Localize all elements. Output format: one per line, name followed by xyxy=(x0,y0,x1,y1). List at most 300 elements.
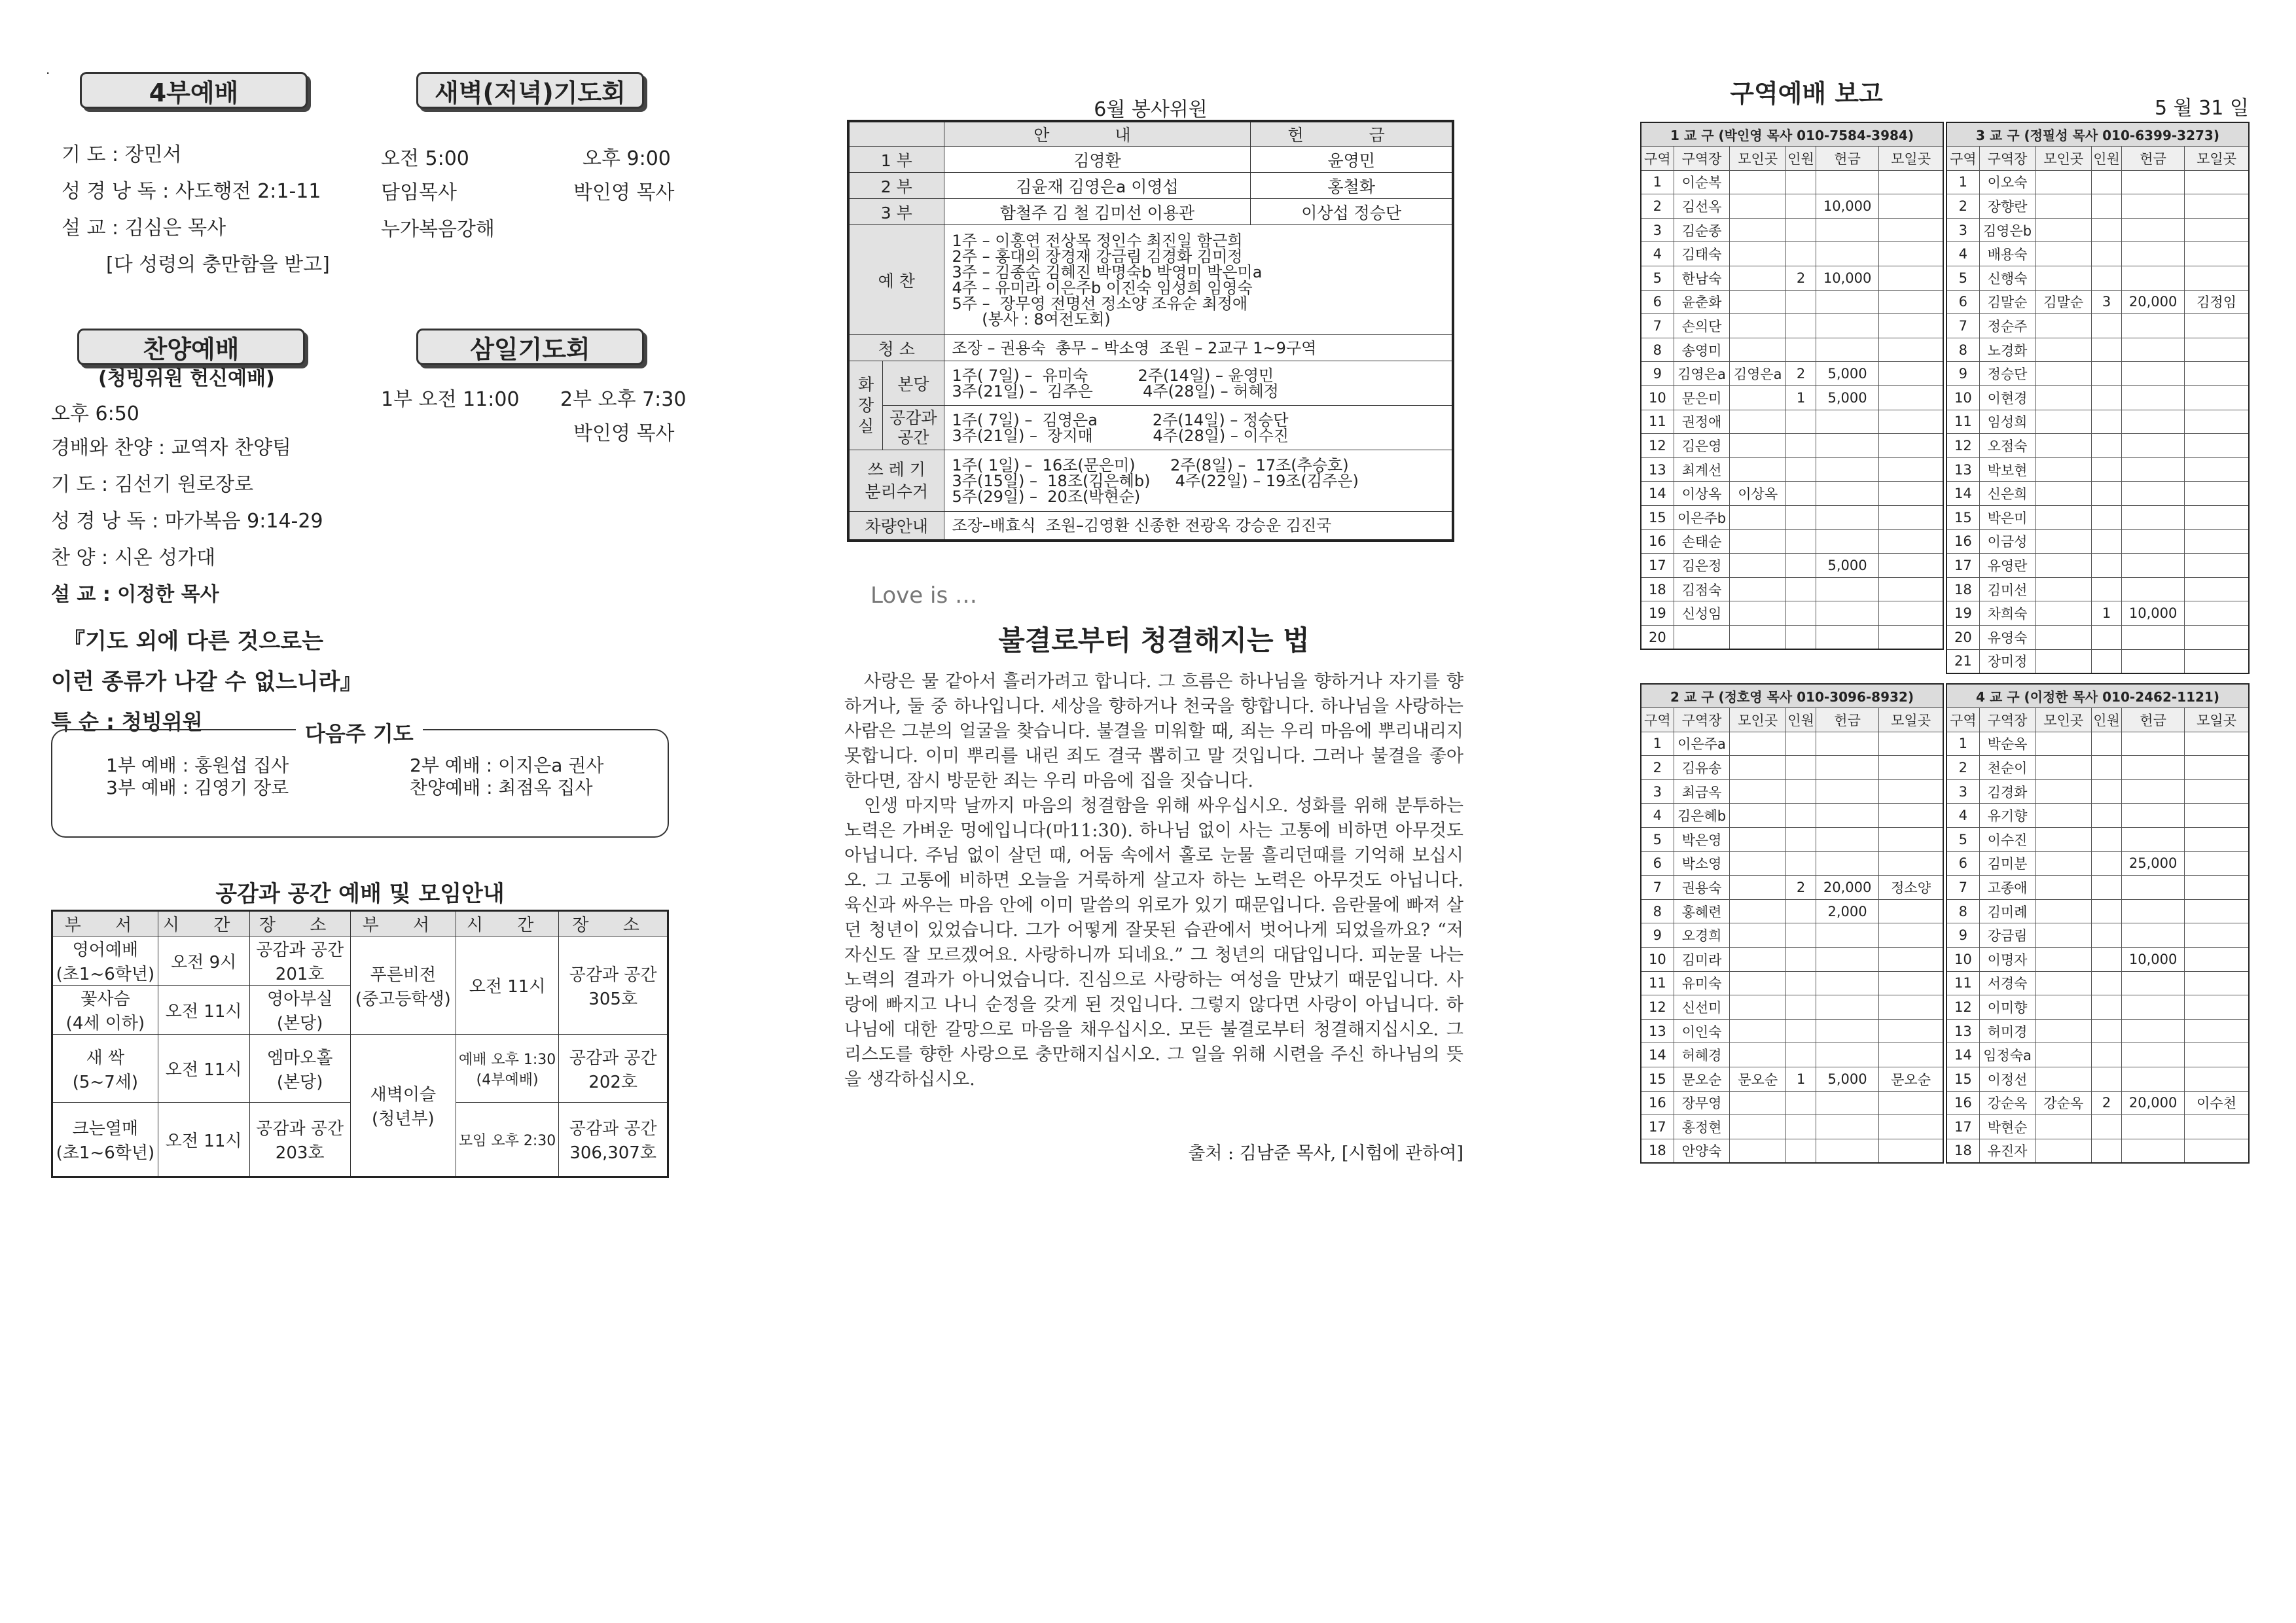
place-cell: 공감과 공간 201호 xyxy=(249,936,350,986)
place-cell: 공감과 공간 202호 xyxy=(559,1035,668,1103)
table-row xyxy=(1946,1115,2249,1139)
table-cell: 김은정 xyxy=(1674,554,1730,578)
table-cell: 1 xyxy=(1641,732,1674,756)
table-cell xyxy=(1730,338,1786,362)
table-row xyxy=(1641,362,1943,386)
district-4-block xyxy=(1946,683,2250,1164)
table-cell: 허혜경 xyxy=(1674,1043,1730,1067)
table-cell xyxy=(2122,1043,2185,1067)
table-cell: 이정선 xyxy=(1979,1067,2036,1092)
table-cell xyxy=(2185,242,2249,266)
table-cell xyxy=(1816,506,1879,530)
table-row xyxy=(1946,876,2249,900)
table-row xyxy=(1946,506,2249,530)
col-header: 인원 xyxy=(2092,147,2122,171)
table-cell: 7 xyxy=(1946,876,1979,900)
table-cell xyxy=(1786,779,1816,804)
table-cell xyxy=(2185,899,2249,923)
table-cell xyxy=(1730,457,1786,482)
table-cell xyxy=(1879,554,1943,578)
col-header: 모인곳 xyxy=(2036,708,2092,732)
table-cell xyxy=(1786,756,1816,780)
table-cell xyxy=(2122,732,2185,756)
district-table xyxy=(1946,683,2250,1164)
table-cell: 임정숙a xyxy=(1979,1043,2036,1067)
district-table xyxy=(1640,122,1944,650)
table-cell: 홍정현 xyxy=(1674,1115,1730,1139)
table-cell: 15 xyxy=(1946,506,1979,530)
table-cell: 12 xyxy=(1641,434,1674,458)
table-cell xyxy=(1879,923,1943,948)
table-cell: 1 xyxy=(2092,601,2122,626)
table-cell xyxy=(2092,362,2122,386)
table-cell xyxy=(2092,923,2122,948)
table-cell xyxy=(2122,170,2185,194)
table-cell: 장무영 xyxy=(1674,1091,1730,1115)
volunteers-table xyxy=(847,120,1454,542)
row-value: 교역자 찬양팀 xyxy=(171,437,292,459)
table-cell xyxy=(1816,410,1879,434)
article-paragraph: 사랑은 물 같아서 흘러가려고 합니다. 그 흐름은 하나님을 향하거나 자기를 향하거나, 둘 중 하나입니다. 세상을 향하거나 천국을 향합니다. 하나님을 사랑하는 사람은 그분의 얼굴을 찾습니다. 불결을 미워할 때, 죄는 우리 마음에 뿌리내리지 못합니다. 이미 뿌리를 내린 죄도 결국 뽑히고 말 것입니다. 그러나 불결을 좋아한다면, 잠시 방문한 죄는 우리 마음에 집을 짓습니다. xyxy=(844,671,1463,791)
table-cell xyxy=(2185,386,2249,410)
table-cell: 임성희 xyxy=(1979,410,2036,434)
table-cell: 25,000 xyxy=(2122,851,2185,876)
table-cell xyxy=(2092,732,2122,756)
table-cell xyxy=(2185,804,2249,828)
table-cell xyxy=(1879,601,1943,626)
table-cell xyxy=(2185,876,2249,900)
table-cell xyxy=(2092,971,2122,995)
table-cell: 9 xyxy=(1641,362,1674,386)
row-label: 설 교 xyxy=(62,217,106,240)
table-cell xyxy=(1816,218,1879,242)
table-cell xyxy=(1879,362,1943,386)
praise-row-worship: 경배와 찬양 : 교역자 찬양팀 xyxy=(51,437,292,459)
service-row xyxy=(848,199,1453,225)
table-cell xyxy=(1879,971,1943,995)
table-cell xyxy=(1816,601,1879,626)
table-cell: 10 xyxy=(1641,386,1674,410)
table-cell: 4 xyxy=(1946,242,1979,266)
table-row xyxy=(1641,899,1943,923)
table-cell xyxy=(1816,732,1879,756)
time-cell: 오전 11시 xyxy=(158,1103,249,1177)
col-header: 헌금 xyxy=(1816,708,1879,732)
table-cell xyxy=(1730,218,1786,242)
schedule-title: 공감과 공간 예배 및 모임안내 xyxy=(215,881,505,907)
flower-main-label: 본당 xyxy=(883,361,944,406)
table-cell xyxy=(2185,1043,2249,1067)
col-header-offering: 헌 금 xyxy=(1251,121,1453,147)
row-value: 사도행전 2:1-11 xyxy=(175,180,321,203)
table-cell: 김영은a xyxy=(1730,362,1786,386)
table-cell: 5,000 xyxy=(1816,1067,1879,1092)
parking-row xyxy=(848,512,1453,541)
praise-row-sermon: 설 교 : 이정한 목사 xyxy=(51,583,219,606)
table-cell: 9 xyxy=(1641,923,1674,948)
table-cell: 17 xyxy=(1641,554,1674,578)
table-row xyxy=(1946,899,2249,923)
table-cell xyxy=(2185,218,2249,242)
table-cell: 윤춘화 xyxy=(1674,290,1730,314)
table-cell: 2 xyxy=(1946,756,1979,780)
column-header-row xyxy=(1641,708,1943,732)
row-label: 특 순 xyxy=(51,709,99,734)
table-cell: 16 xyxy=(1641,529,1674,554)
table-cell xyxy=(1730,194,1786,219)
table-cell xyxy=(1816,779,1879,804)
district-1-block xyxy=(1640,122,1944,650)
table-row xyxy=(1641,756,1943,780)
table-cell xyxy=(2185,948,2249,972)
table-cell xyxy=(1816,577,1879,601)
table-cell: 3 xyxy=(1641,218,1674,242)
table-cell xyxy=(2122,266,2185,291)
table-cell: 손태순 xyxy=(1674,529,1730,554)
col-header: 시 간 xyxy=(158,911,249,936)
table-row xyxy=(1946,649,2249,673)
table-cell xyxy=(1786,170,1816,194)
table-cell xyxy=(1879,995,1943,1020)
table-row xyxy=(1641,218,1943,242)
table-row xyxy=(1641,625,1943,649)
table-cell xyxy=(1786,1139,1816,1163)
col-header: 구역 xyxy=(1641,708,1674,732)
table-cell xyxy=(1786,971,1816,995)
table-cell xyxy=(2122,995,2185,1020)
table-cell xyxy=(2185,923,2249,948)
table-cell: 정소양 xyxy=(1879,876,1943,900)
table-cell xyxy=(1879,1091,1943,1115)
time-cell: 오전 9시 xyxy=(158,936,249,986)
table-cell xyxy=(1786,804,1816,828)
table-cell: 김순종 xyxy=(1674,218,1730,242)
table-cell: 유기향 xyxy=(1979,804,2036,828)
table-cell xyxy=(1879,290,1943,314)
table-cell xyxy=(1879,410,1943,434)
table-cell xyxy=(1786,434,1816,458)
table-cell: 7 xyxy=(1946,314,1979,338)
table-cell xyxy=(2036,804,2092,828)
table-cell xyxy=(1816,1043,1879,1067)
table-cell xyxy=(2036,386,2092,410)
table-cell: 10,000 xyxy=(2122,948,2185,972)
table-cell xyxy=(1786,482,1816,506)
table-row xyxy=(1641,851,1943,876)
table-cell xyxy=(2185,410,2249,434)
table-cell xyxy=(1730,625,1786,649)
volunteers-title: 6월 봉사위원 xyxy=(1094,98,1208,121)
table-cell xyxy=(2092,457,2122,482)
table-cell xyxy=(2036,923,2092,948)
table-cell xyxy=(2185,756,2249,780)
table-cell: 한남숙 xyxy=(1674,266,1730,291)
table-cell: 14 xyxy=(1946,482,1979,506)
table-cell: 이금성 xyxy=(1979,529,2036,554)
table-cell xyxy=(1879,218,1943,242)
table-row xyxy=(1946,386,2249,410)
table-cell: 문오순 xyxy=(1879,1067,1943,1092)
table-row xyxy=(1641,779,1943,804)
table-cell xyxy=(1786,1091,1816,1115)
table-cell: 김미선 xyxy=(1979,577,2036,601)
table-cell xyxy=(2122,779,2185,804)
table-cell: 차희숙 xyxy=(1979,601,2036,626)
table-cell xyxy=(1816,457,1879,482)
table-cell xyxy=(1730,756,1786,780)
table-cell xyxy=(1816,314,1879,338)
table-row xyxy=(1946,601,2249,626)
table-cell: 20,000 xyxy=(1816,876,1879,900)
table-cell: 이명자 xyxy=(1979,948,2036,972)
table-cell: 1 xyxy=(1786,1067,1816,1092)
table-cell xyxy=(2036,506,2092,530)
table-cell xyxy=(2185,971,2249,995)
worship4-title: 4부예배 xyxy=(80,72,308,109)
table-cell xyxy=(1730,804,1786,828)
table-cell xyxy=(2036,1115,2092,1139)
time-cell: 오전 11시 xyxy=(456,936,558,1035)
dept-cell: 꽃사슴 (4세 이하) xyxy=(52,986,158,1035)
table-cell: 이수천 xyxy=(2185,1091,2249,1115)
table-cell xyxy=(1786,1115,1816,1139)
table-cell xyxy=(2122,457,2185,482)
col-header: 헌금 xyxy=(1816,147,1879,171)
table-cell xyxy=(2036,218,2092,242)
table-cell: 김미분 xyxy=(1979,851,2036,876)
table-cell xyxy=(2036,971,2092,995)
table-cell: 7 xyxy=(1641,876,1674,900)
district-header-row xyxy=(1946,684,2249,708)
table-cell xyxy=(2185,529,2249,554)
table-cell xyxy=(1816,971,1879,995)
table-cell xyxy=(1879,434,1943,458)
table-cell xyxy=(2036,756,2092,780)
table-row xyxy=(1946,218,2249,242)
guide-cell: 김영환 xyxy=(944,147,1251,173)
table-cell xyxy=(2092,218,2122,242)
table-cell: 이은주a xyxy=(1674,732,1730,756)
table-cell: 5,000 xyxy=(1816,386,1879,410)
time-cell: 모임 오후 2:30 xyxy=(456,1103,558,1177)
volunteers-header-row xyxy=(848,121,1453,147)
table-cell xyxy=(1730,851,1786,876)
table-cell: 13 xyxy=(1946,1019,1979,1043)
table-cell: 7 xyxy=(1641,314,1674,338)
row-label: 성 경 낭 독 xyxy=(62,180,156,203)
table-row xyxy=(1946,732,2249,756)
table-cell: 15 xyxy=(1641,506,1674,530)
table-cell xyxy=(1786,851,1816,876)
next-prayer-item: 3부 예배 : 김영기 장로 xyxy=(106,777,289,798)
table-cell: 김경화 xyxy=(1979,779,2036,804)
table-cell: 12 xyxy=(1946,995,1979,1020)
table-cell: 5,000 xyxy=(1816,554,1879,578)
table-cell xyxy=(2036,529,2092,554)
table-cell xyxy=(1879,314,1943,338)
article-source: 출처 : 김남준 목사, [시험에 관하여] xyxy=(1188,1143,1463,1164)
table-cell xyxy=(2092,410,2122,434)
table-row xyxy=(1641,1139,1943,1163)
table-cell: 16 xyxy=(1946,1091,1979,1115)
table-cell xyxy=(1786,290,1816,314)
table-row xyxy=(1641,1043,1943,1067)
table-cell xyxy=(2036,601,2092,626)
table-cell: 18 xyxy=(1946,577,1979,601)
table-cell xyxy=(2122,923,2185,948)
table-cell xyxy=(2092,876,2122,900)
table-cell: 김미례 xyxy=(1979,899,2036,923)
district-header-row xyxy=(1946,122,2249,147)
table-cell xyxy=(1879,625,1943,649)
table-cell: 배용숙 xyxy=(1979,242,2036,266)
table-cell: 강금림 xyxy=(1979,923,2036,948)
table-cell xyxy=(2092,756,2122,780)
worship4-sermon-title: [다 성령의 충만함을 받고] xyxy=(106,253,330,276)
table-cell xyxy=(1816,1091,1879,1115)
table-cell xyxy=(2122,242,2185,266)
table-cell: 신선미 xyxy=(1674,995,1730,1020)
table-row xyxy=(1641,506,1943,530)
table-row xyxy=(1946,828,2249,852)
col-header: 구역장 xyxy=(1979,147,2036,171)
table-cell: 최계선 xyxy=(1674,457,1730,482)
table-cell: 13 xyxy=(1641,1019,1674,1043)
table-cell: 장향란 xyxy=(1979,194,2036,219)
table-cell: 5,000 xyxy=(1816,362,1879,386)
table-cell: 이현경 xyxy=(1979,386,2036,410)
dawn-title: 새벽(저녁)기도회 xyxy=(416,72,644,109)
table-cell: 정승단 xyxy=(1979,362,2036,386)
table-cell: 박소영 xyxy=(1674,851,1730,876)
table-cell: 17 xyxy=(1946,1115,1979,1139)
next-prayer-title: 다음주 기도 xyxy=(296,717,423,747)
table-cell: 박현순 xyxy=(1979,1115,2036,1139)
cleaning-row xyxy=(848,335,1453,361)
table-cell: 14 xyxy=(1641,482,1674,506)
table-cell xyxy=(2036,649,2092,673)
table-cell: 장미정 xyxy=(1979,649,2036,673)
love-is-label: Love is … xyxy=(870,582,977,609)
service-label: 2 부 xyxy=(848,173,944,199)
table-cell xyxy=(2122,876,2185,900)
table-cell xyxy=(2185,649,2249,673)
table-cell xyxy=(1879,851,1943,876)
table-row xyxy=(1641,804,1943,828)
table-row xyxy=(1946,170,2249,194)
table-cell: 이상옥 xyxy=(1674,482,1730,506)
table-cell xyxy=(1879,577,1943,601)
table-cell: 유진자 xyxy=(1979,1139,2036,1163)
table-cell xyxy=(1879,899,1943,923)
table-row xyxy=(1946,851,2249,876)
table-cell: 강순옥 xyxy=(2036,1091,2092,1115)
table-cell: 문은미 xyxy=(1674,386,1730,410)
table-cell: 김유송 xyxy=(1674,756,1730,780)
column-header-row xyxy=(1946,147,2249,171)
table-cell xyxy=(1879,1019,1943,1043)
table-row xyxy=(1641,971,1943,995)
table-cell xyxy=(1879,482,1943,506)
table-cell: 5 xyxy=(1641,266,1674,291)
table-cell xyxy=(1730,1091,1786,1115)
table-cell xyxy=(2185,828,2249,852)
table-cell xyxy=(2122,1019,2185,1043)
col-header: 장 소 xyxy=(249,911,350,936)
table-row xyxy=(1641,194,1943,219)
table-cell: 18 xyxy=(1641,1139,1674,1163)
table-cell: 16 xyxy=(1946,529,1979,554)
table-cell: 문오순 xyxy=(1674,1067,1730,1092)
table-cell: 17 xyxy=(1641,1115,1674,1139)
row-label: 경배와 찬양 xyxy=(51,437,152,459)
table-cell: 19 xyxy=(1641,601,1674,626)
table-cell: 2 xyxy=(1786,266,1816,291)
table-cell xyxy=(1786,554,1816,578)
table-cell: 13 xyxy=(1641,457,1674,482)
article-title: 불결로부터 청결해지는 법 xyxy=(998,624,1310,656)
table-cell xyxy=(1816,434,1879,458)
table-cell xyxy=(1730,410,1786,434)
table-row xyxy=(1946,1043,2249,1067)
table-cell: 18 xyxy=(1641,577,1674,601)
table-cell xyxy=(2092,506,2122,530)
table-cell xyxy=(2092,899,2122,923)
table-row xyxy=(1641,529,1943,554)
row-value: 시온 성가대 xyxy=(114,546,216,569)
dept-cell: 크는열매 (초1~6학년) xyxy=(52,1103,158,1177)
col-header: 구역장 xyxy=(1979,708,2036,732)
col-header: 모인곳 xyxy=(2036,147,2092,171)
table-row xyxy=(1946,314,2249,338)
table-cell xyxy=(1730,828,1786,852)
dept-cell: 푸른비전 (중고등학생) xyxy=(350,936,456,1035)
table-cell: 이은주b xyxy=(1674,506,1730,530)
col-header: 모일곳 xyxy=(2185,708,2249,732)
col-header: 구역장 xyxy=(1674,147,1730,171)
table-cell xyxy=(2122,971,2185,995)
place-cell: 공감과 공간 305호 xyxy=(559,936,668,1035)
table-cell: 15 xyxy=(1946,1067,1979,1092)
table-row xyxy=(1946,923,2249,948)
table-cell: 이인숙 xyxy=(1674,1019,1730,1043)
table-cell xyxy=(1786,732,1816,756)
table-cell xyxy=(2036,457,2092,482)
table-cell: 5 xyxy=(1946,828,1979,852)
table-cell xyxy=(2185,170,2249,194)
table-cell xyxy=(2036,948,2092,972)
table-cell xyxy=(1730,899,1786,923)
table-row xyxy=(1641,601,1943,626)
table-cell xyxy=(1786,242,1816,266)
table-row xyxy=(1946,290,2249,314)
table-cell xyxy=(2036,1019,2092,1043)
table-cell xyxy=(2185,194,2249,219)
table-row xyxy=(1641,948,1943,972)
col-header: 모일곳 xyxy=(1879,147,1943,171)
table-cell: 1 xyxy=(1946,732,1979,756)
wednesday-time1: 1부 오전 11:00 xyxy=(381,388,520,411)
flower-row xyxy=(848,406,1453,450)
table-cell xyxy=(1879,756,1943,780)
table-row xyxy=(1641,410,1943,434)
table-cell xyxy=(1879,828,1943,852)
row-value: 이정한 목사 xyxy=(117,583,219,606)
table-cell xyxy=(2092,554,2122,578)
table-cell: 8 xyxy=(1946,338,1979,362)
table-cell: 김말순 xyxy=(1979,290,2036,314)
table-cell xyxy=(2122,1067,2185,1092)
